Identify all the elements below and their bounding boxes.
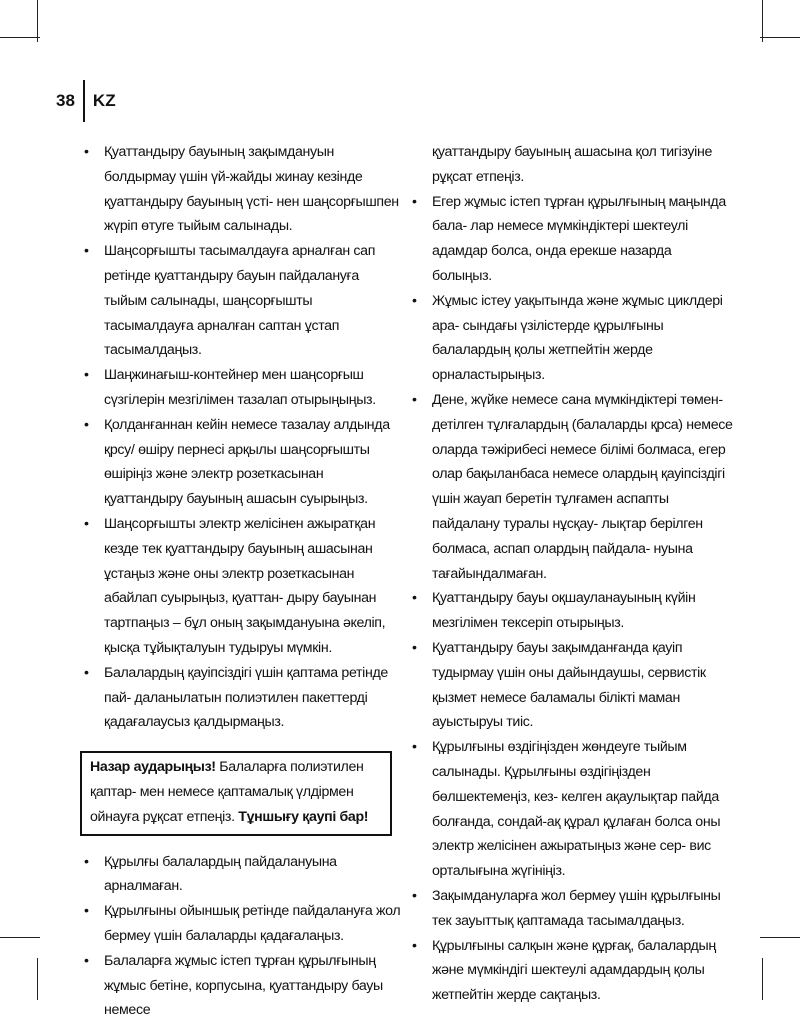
safety-list-bottom (84, 850, 404, 1023)
safety-list-top (84, 140, 404, 735)
page-number: 38 (56, 91, 75, 110)
safety-list-right (412, 140, 734, 1008)
crop-mark (762, 0, 763, 42)
crop-mark (762, 958, 763, 1000)
list-item: • Қуаттандыру бауының зақымдануын болдырмау үшін үй-жайды жинау кезінде қуаттандыру бауының үсті- нен шаңсорғышпен жүріп өтуге тыйым салынады. (84, 140, 404, 239)
list-item: • Құрылғыны өздігіңізден жөндеуге тыйым салынады. Құрылғыны өздігіңізден бөлшектемеңіз, кез- келген ақаулықтар пайда болғанда, сондай-ақ құрал құлаған болса оны электр желісінен ажыратыңыз және сер- вис орталығына жүгініңіз. (412, 735, 734, 884)
list-item: • Шаңсорғышты электр желісінен ажыратқан кезде тек қуаттандыру бауының ашасынан ұстаңыз және оны электр розеткасынан абайлап суырыңыз, қуаттан- дыру бауынан тартпаңыз – бұл оның зақымдануына әкеліп, қысқа тұйықталуын тудыруы мүмкін. (84, 512, 404, 661)
crop-mark (37, 958, 38, 1000)
list-item: • Дене, жүйке немесе сана мүмкіндіктері төмен- детілген тұлғалардың (балаларды қрса) немесе оларда тәжірибесі немесе білімі болмаса, егер олар бақыланбаса немесе олардың қауіпсіздігі үшін жауап беретін тұлғамен аспапты пайдалану туралы нұсқау- лықтар берілген болмаса, аспап олардың пайдала- нуына тағайындалмаған. (412, 388, 734, 586)
list-item: • Егер жұмыс істеп тұрған құрылғының маңында бала- лар немесе мүмкіндіктері шектеулі адамдар болса, онда ерекше назарда болыңыз. (412, 190, 734, 289)
page-header (56, 80, 116, 122)
list-item: • Қуаттандыру бауы зақымданғанда қауіп тудырмау үшін оны дайындаушы, сервистік қызмет немесе баламалы білікті маман ауыстыруы тиіс. (412, 636, 734, 735)
warning-box (80, 751, 392, 835)
list-item: • Зақымдануларға жол бермеу үшін құрылғыны тек зауыттық қаптамада тасымалдаңыз. (412, 884, 734, 934)
warning-lead: Назар аударыңыз! (90, 759, 216, 776)
crop-mark (760, 937, 800, 938)
warning-body: Балаларға полиэтилен қаптар- мен немесе қаптамалық үлдірмен ойнауға рұқсат етпеңіз. (90, 759, 364, 825)
list-item: • Жұмыс істеу уақытында және жұмыс циклдері ара- сындағы үзілістерде құрылғыны балалардың қолы жетпейтін жерде орналастырыңыз. (412, 289, 734, 388)
list-item: • Балалардың қауіпсіздігі үшін қаптама ретінде пай- даланылатын полиэтилен пакеттерді қадағалаусыз қалдырмаңыз. (84, 661, 404, 735)
crop-mark (760, 37, 800, 38)
right-column (412, 140, 734, 1008)
list-item-continuation: қуаттандыру бауының ашасына қол тигізуіне рұқсат етпеңіз. (432, 144, 712, 185)
list-item: • Шаңжинағыш-контейнер мен шаңсорғыш сүзгілерін мезгілімен тазалап отырыңыңыз. (84, 363, 404, 413)
list-item: • Қуаттандыру бауы оқшауланауының күйін мезгілімен тексеріп отырыңыз. (412, 586, 734, 636)
warning-emphasis: Тұншығу қаупі бар! (238, 808, 369, 825)
crop-mark (0, 37, 40, 38)
list-item: • Қолданғаннан кейін немесе тазалау алдында қрсу/ өшіру пернесі арқылы шаңсорғышты өшіріңіз және электр розеткасынан қуаттандыру бауының ашасын суырыңыз. (84, 413, 404, 512)
list-item: • Шаңсорғышты тасымалдауға арналған сап ретінде қуаттандыру бауын пайдалануға тыйым салынады, шаңсорғышты тасымалдауға арналған саптан ұстап тасымалдаңыз. (84, 239, 404, 363)
crop-mark (37, 0, 38, 42)
list-item: • Құрылғыны салқын және құрғақ, балалардың және мүмкіндігі шектеулі адамдардың қолы жетпейтін жерде сақтаңыз. (412, 934, 734, 1008)
left-column (84, 140, 404, 1023)
header-divider (83, 80, 85, 122)
list-item: • Балаларға жұмыс істеп тұрған құрылғының жұмыс бетіне, корпусына, қуаттандыру бауы немесе (84, 949, 404, 1023)
language-code: KZ (92, 91, 116, 110)
crop-mark (0, 937, 40, 938)
list-item: • Құрылғы балалардың пайдалануына арналмаған. (84, 850, 404, 900)
list-item: • Құрылғыны ойыншық ретінде пайдалануға жол бермеу үшін балаларды қадағалаңыз. (84, 899, 404, 949)
